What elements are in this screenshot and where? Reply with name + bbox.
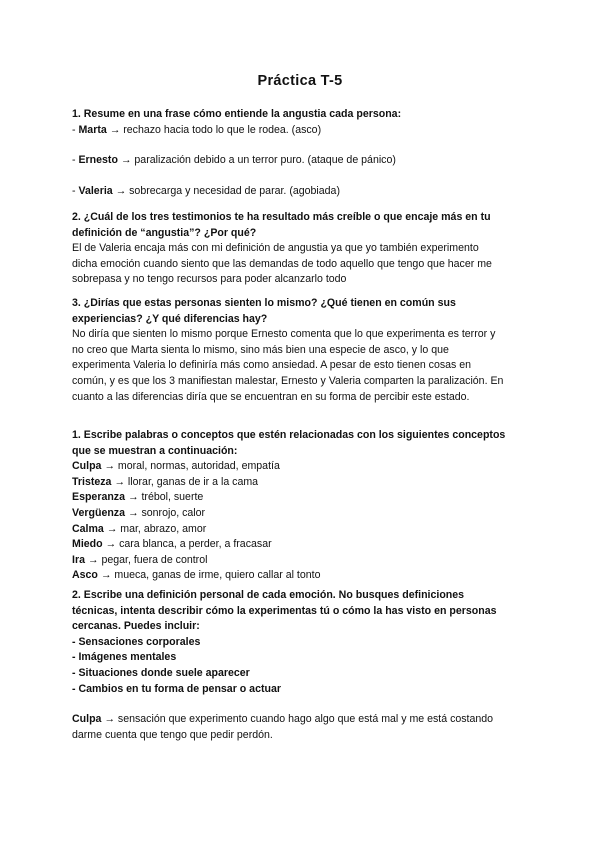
section-2-question-2	[72, 588, 532, 743]
emotion-item-esperanza	[72, 490, 532, 506]
emotion-words: → moral, normas, autoridad, empatía	[101, 460, 280, 473]
emotion-item-calma	[72, 522, 532, 538]
emotion-name: Vergüenza	[72, 506, 125, 519]
section-2-question-1	[72, 428, 532, 584]
emotion-words: → mueca, ganas de irme, quiero callar al tonto	[97, 569, 321, 582]
answer-line: El de Valeria encaja más con mi definición de angustia ya que yo también experimento	[72, 242, 479, 255]
section-2-question-2-heading-line: cercanas. Puedes incluir:	[72, 620, 200, 633]
emotion-name: Tristeza	[72, 475, 112, 488]
question-3	[72, 296, 532, 405]
emotion-words: → sonrojo, calor	[125, 506, 206, 519]
emotion-words: → mar, abrazo, amor	[103, 522, 207, 535]
person-name: Valeria	[78, 184, 113, 197]
section-2-question-1-heading-line: 1. Escribe palabras o conceptos que estén relacionadas con los siguientes conceptos	[72, 429, 506, 441]
summary-item-marta: - Marta → rechazo hacia todo lo que le rodea. (asco)	[72, 123, 322, 136]
emotion-item-tristeza	[72, 475, 532, 491]
emotion-item-miedo	[72, 537, 532, 553]
emotion-name: Ira	[72, 553, 85, 566]
emotion-name: Esperanza	[72, 491, 125, 504]
question-1-heading: 1. Resume en una frase cómo entiende la angustia cada persona:	[72, 108, 402, 120]
answer-line: cuanto a las diferencias diría que se encuentran en su forma de percibir este estado.	[72, 390, 470, 403]
emotion-name: Calma	[72, 522, 104, 535]
page-title: Práctica T-5	[257, 73, 343, 89]
answer-line: experimenta Valeria lo definiría más como ansiedad. A pesar de esto tienen cosas en	[72, 359, 472, 372]
question-3-heading-line: 3. ¿Dirías que estas personas sienten lo mismo? ¿Qué tienen en común sus	[72, 297, 456, 309]
section-2-question-1-heading-line: que se muestran a continuación:	[72, 444, 238, 457]
emotion-item-ira	[72, 553, 532, 569]
summary-text: → rechazo hacia todo lo que le rodea. (asco)	[106, 123, 322, 136]
summary-text: → sobrecarga y necesidad de parar. (agobiada)	[112, 184, 340, 197]
section-2-question-2-heading-line: 2. Escribe una definición personal de cada emoción. No busques definiciones	[72, 589, 465, 601]
definition-text: → sensación que experimento cuando hago algo que está mal y me está costando	[101, 713, 494, 726]
emotion-name: Culpa	[72, 713, 102, 726]
summary-item-ernesto: - Ernesto → paralización debido a un terror puro. (ataque de pánico)	[72, 154, 396, 167]
section-2-question-2-heading-line: técnicas, intenta describir cómo la experimentas tú o cómo la has visto en personas	[72, 604, 497, 617]
question-2	[72, 210, 532, 288]
answer-line: dicha emoción cuando siento que las demandas de todo aquello que tengo que hacer me	[72, 257, 492, 270]
question-1	[72, 107, 532, 199]
person-name: Ernesto	[78, 154, 118, 167]
bullet-item: - Imágenes mentales	[72, 651, 177, 664]
emotion-words: → llorar, ganas de ir a la cama	[111, 475, 259, 488]
emotion-item-culpa	[72, 459, 532, 475]
answer-line: No diría que sienten lo mismo porque Ernesto comenta que lo que experimenta es terror y	[72, 328, 496, 341]
emotion-words: → trébol, suerte	[125, 491, 204, 504]
question-2-heading-line: definición de “angustia”? ¿Por qué?	[72, 226, 257, 239]
question-2-heading-line: 2. ¿Cuál de los tres testimonios te ha resultado más creíble o que encaje más en tu	[72, 211, 491, 223]
bullet-item: - Cambios en tu forma de pensar o actuar	[72, 682, 281, 695]
summary-item-valeria: - Valeria → sobrecarga y necesidad de parar. (agobiada)	[72, 184, 340, 197]
bullet-item: - Sensaciones corporales	[72, 635, 201, 648]
emotion-words: → pegar, fuera de control	[84, 553, 208, 566]
question-3-heading-line: experiencias? ¿Y qué diferencias hay?	[72, 312, 268, 325]
emotion-item-verguenza	[72, 506, 532, 522]
emotion-words: → cara blanca, a perder, a fracasar	[102, 538, 272, 551]
emotion-item-asco	[72, 568, 532, 584]
emotion-name: Asco	[72, 569, 98, 582]
person-name: Marta	[78, 123, 107, 136]
answer-line: común, y es que los 3 manifiestan malestar, Ernesto y Valeria comparten la paralización. En	[72, 374, 504, 387]
definition-culpa-line	[72, 712, 532, 728]
emotion-name: Miedo	[72, 538, 103, 551]
answer-line: no creo que Marta sienta lo mismo, sino más bien una especie de asco, y lo que	[72, 343, 449, 356]
definition-culpa-line: darme cuenta que tengo que pedir perdón.	[72, 728, 273, 741]
summary-text: → paralización debido a un terror puro. (ataque de pánico)	[117, 154, 396, 167]
answer-line: sobrepasa y no tengo recursos para poder alcanzarlo todo	[72, 273, 347, 286]
emotion-name: Culpa	[72, 460, 102, 473]
bullet-item: - Situaciones donde suele aparecer	[72, 666, 250, 679]
